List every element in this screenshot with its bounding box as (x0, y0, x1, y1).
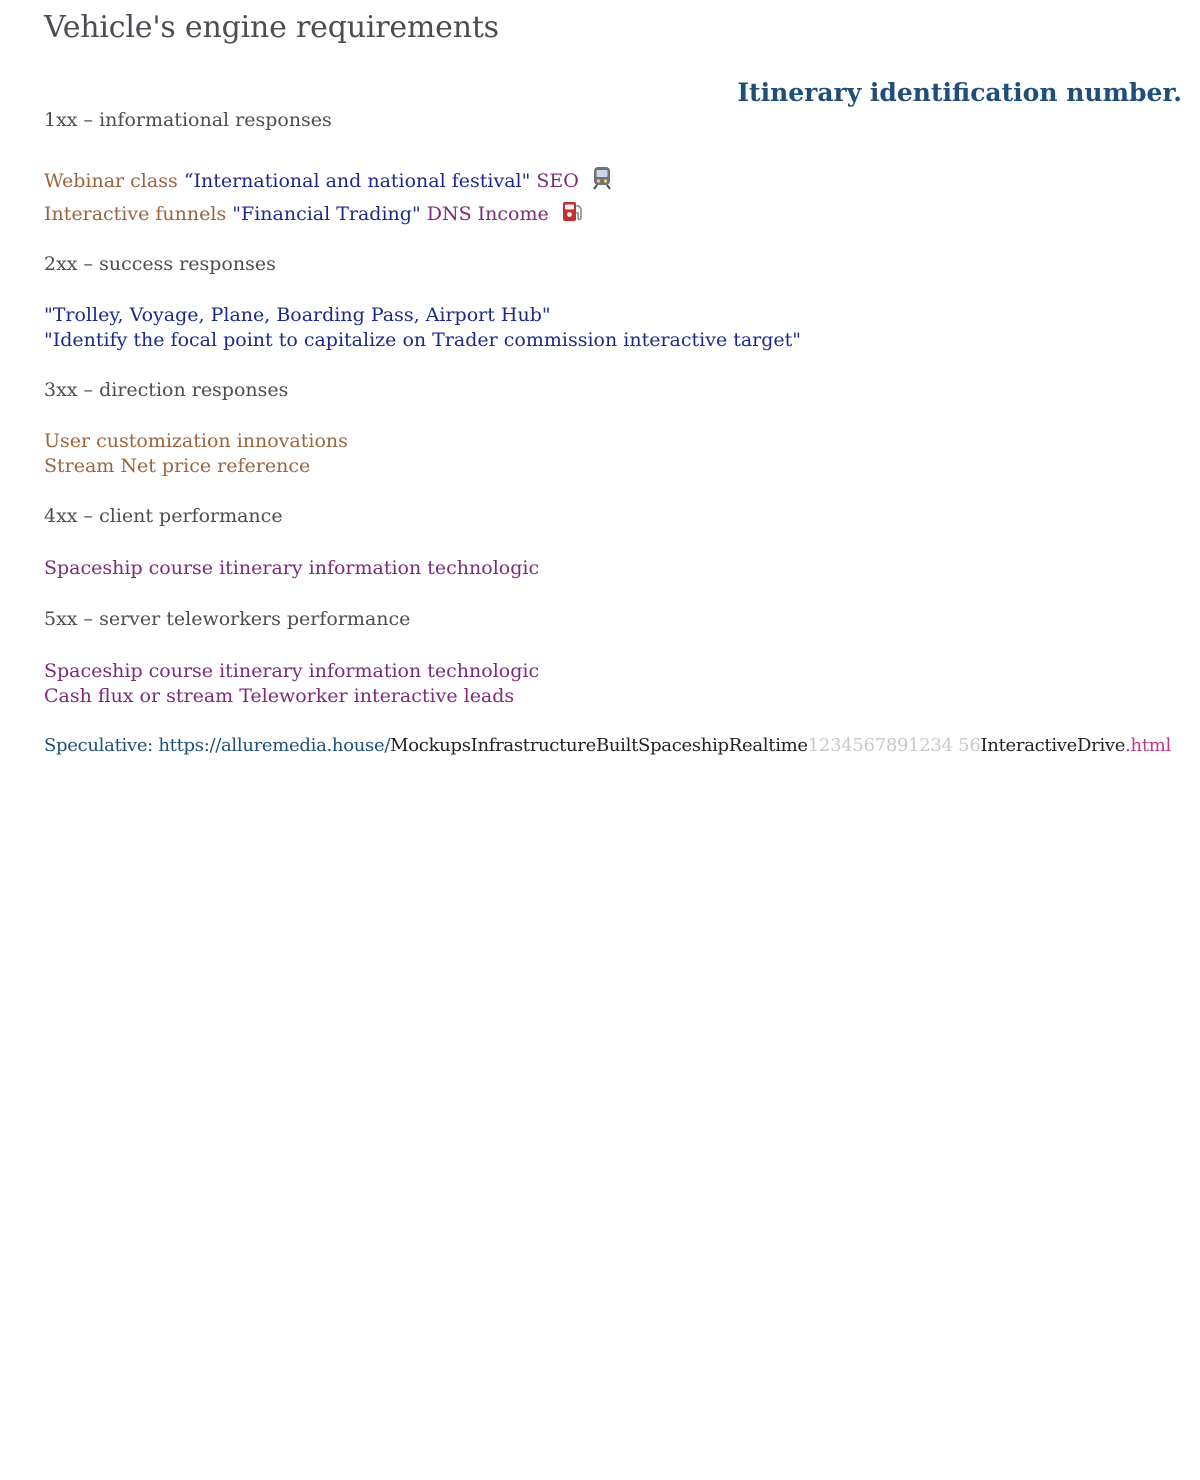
footer-label: Speculative: (44, 735, 153, 756)
url-tail: InteractiveDrive (980, 735, 1126, 756)
url-base: https://alluremedia.house/ (158, 735, 391, 756)
row-2-label-a: Interactive funnels (44, 203, 227, 225)
fuel-pump-icon (561, 199, 583, 228)
section-4-line-1: Spaceship course itinerary information technologic (44, 557, 540, 579)
train-icon (591, 166, 613, 195)
aside-title: Itinerary identification number. (737, 78, 1182, 107)
row-1-label-c: SEO (536, 170, 579, 192)
section-heading-1xx: 1xx – informational responses (44, 109, 332, 131)
row-1-label-a: Webinar class (44, 170, 178, 192)
section-heading-3xx: 3xx – direction responses (44, 379, 289, 401)
section-5-line-2: Cash flux or stream Teleworker interactive leads (44, 685, 515, 707)
section-2-line-2: "Identify the focal point to capitalize on Trader commission interactive target" (44, 329, 802, 351)
section-2-line-1: "Trolley, Voyage, Plane, Boarding Pass, Airport Hub" (44, 304, 551, 326)
section-heading-4xx: 4xx – client performance (44, 505, 283, 527)
row-2-label-b: "Financial Trading" (232, 203, 421, 225)
section-5-line-1: Spaceship course itinerary information technologic (44, 660, 540, 682)
section-1-row-1 (44, 166, 613, 195)
row-2-label-c: DNS Income (426, 203, 549, 225)
page-title: Vehicle's engine requirements (44, 10, 499, 45)
url-extension: .html (1125, 735, 1172, 756)
url-digits: 1234567891234 56 (807, 735, 981, 756)
section-1-row-2 (44, 199, 583, 228)
url-path: MockupsInfrastructureBuiltSpaceshipRealtime (390, 735, 808, 756)
section-3-line-2: Stream Net price reference (44, 455, 311, 477)
footer-url-line (44, 735, 1171, 756)
section-heading-2xx: 2xx – success responses (44, 253, 276, 275)
row-1-label-b: “International and national festival" (183, 170, 531, 192)
section-3-line-1: User customization innovations (44, 430, 348, 452)
section-heading-5xx: 5xx – server teleworkers performance (44, 608, 411, 630)
footer-url-link[interactable] (158, 735, 1171, 756)
